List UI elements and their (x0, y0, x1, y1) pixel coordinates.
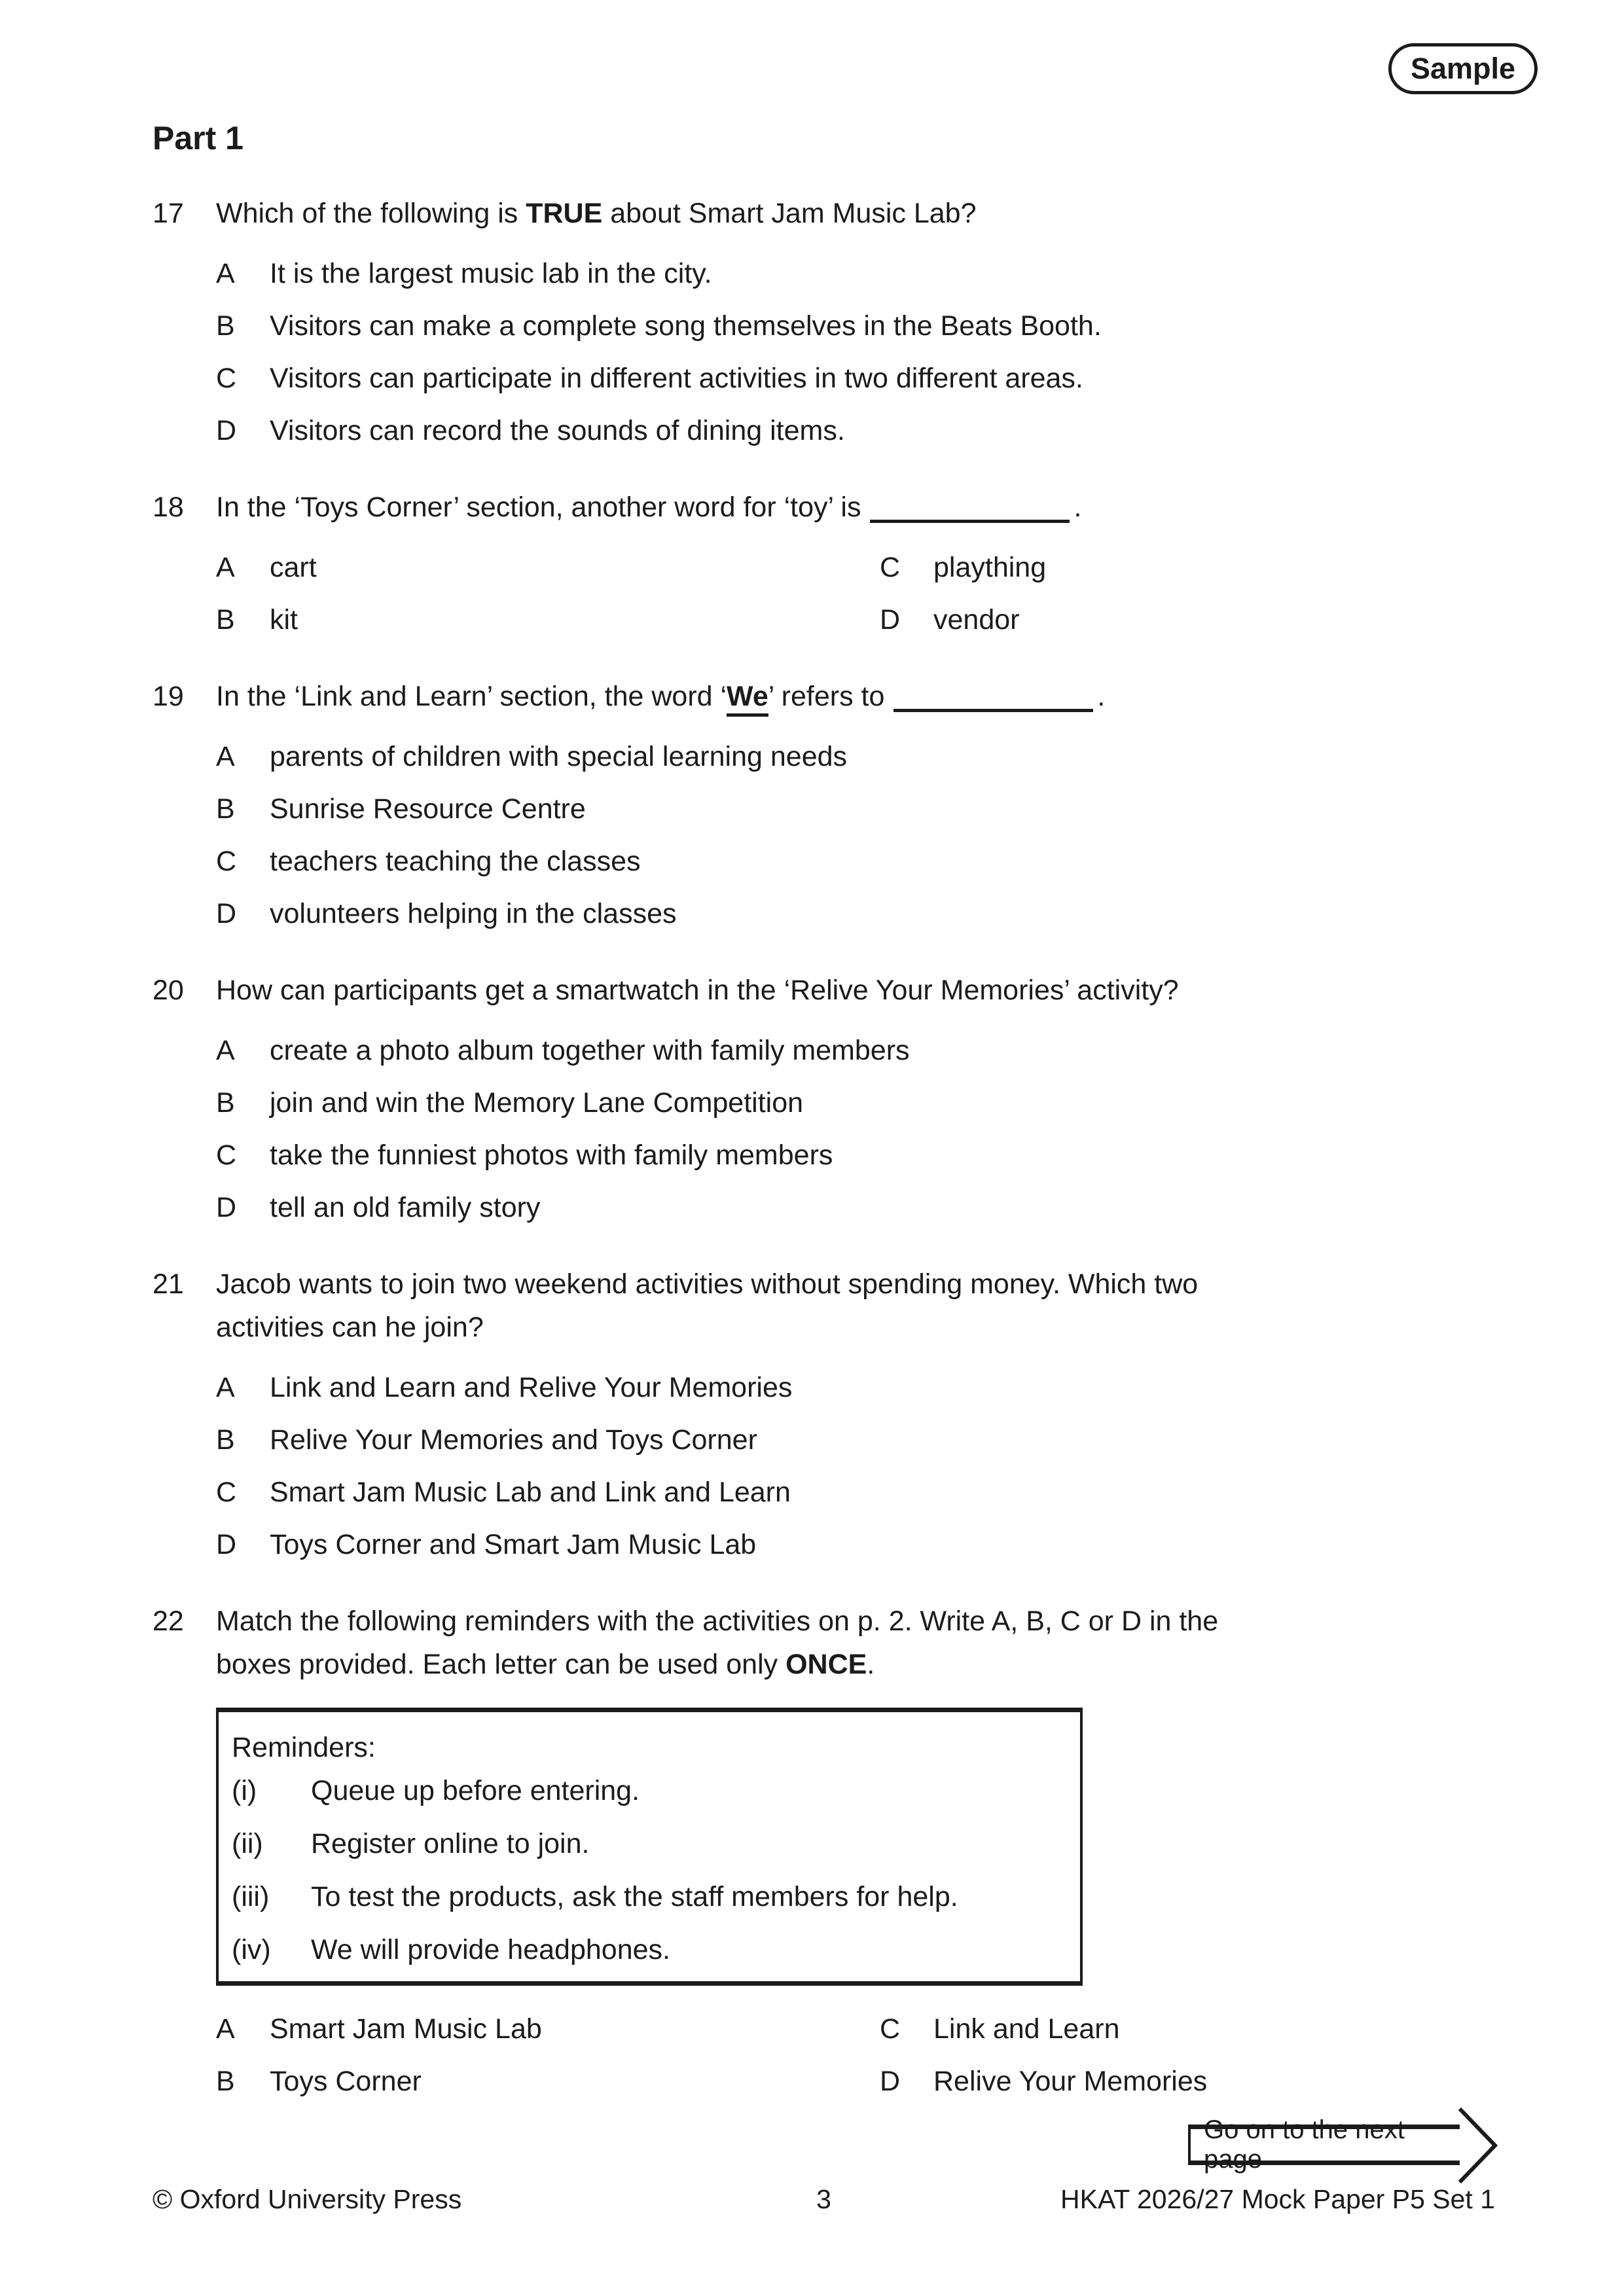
sample-badge (1388, 43, 1538, 94)
option-row (216, 550, 880, 584)
prompt-bold: ONCE (785, 1649, 867, 1680)
option-text: join and win the Memory Lane Competition (270, 1087, 804, 1119)
option-row (216, 603, 880, 637)
reminder-text: We will provide headphones. (311, 1934, 670, 1965)
option-row (216, 2064, 880, 2098)
answer-blank (870, 493, 1070, 523)
prompt-text: . (1074, 492, 1082, 523)
question-19 (153, 675, 1495, 931)
question-20 (153, 969, 1495, 1225)
prompt-line: Match the following reminders with the activities on p. 2. Write A, B, C or D in the (216, 1605, 1219, 1637)
options-grid (216, 2012, 1495, 2098)
option-letter: A (216, 258, 235, 289)
reminders-box (216, 1708, 1083, 1986)
option-row (880, 2012, 1495, 2046)
options-list (216, 1371, 1495, 1562)
option-row (216, 1475, 1495, 1509)
option-row (216, 897, 1495, 931)
question-body (216, 486, 1495, 637)
option-row (216, 844, 1495, 878)
option-text: It is the largest music lab in the city. (270, 258, 712, 289)
prompt-text: . (867, 1649, 875, 1680)
question-number: 18 (153, 492, 184, 523)
reminder-label: (iii) (232, 1881, 270, 1912)
question-body (216, 1600, 1495, 2098)
reminder-row (232, 1827, 1064, 1861)
option-text: Smart Jam Music Lab and Link and Learn (270, 1477, 791, 1508)
option-row (216, 2012, 880, 2046)
option-row (216, 1138, 1495, 1172)
question-number: 19 (153, 681, 184, 712)
option-letter: A (216, 552, 235, 583)
option-letter: D (216, 1192, 237, 1223)
option-letter: B (216, 2066, 235, 2097)
reminder-text: Register online to join. (311, 1828, 590, 1859)
option-letter: C (880, 552, 901, 583)
option-letter: B (216, 1424, 235, 1456)
option-row (216, 361, 1495, 395)
option-text: plaything (933, 552, 1047, 583)
option-letter: B (216, 604, 235, 636)
part-title: Part 1 (153, 120, 244, 156)
option-row (216, 1528, 1495, 1562)
prompt-text: boxes provided. Each letter can be used only (216, 1649, 786, 1680)
footer-paper-title: HKAT 2026/27 Mock Paper P5 Set 1 (1060, 2184, 1495, 2214)
prompt-line: activities can he join? (216, 1312, 484, 1343)
option-text: Visitors can participate in different activities in two different areas. (270, 363, 1083, 394)
prompt-text: In the ‘Link and Learn’ section, the word ‘ (216, 681, 727, 712)
options-list (216, 257, 1495, 448)
question-prompt: How can participants get a smartwatch in the ‘Relive Your Memories’ activity? (216, 975, 1179, 1006)
prompt-line: Jacob wants to join two weekend activities without spending money. Which two (216, 1268, 1199, 1300)
options-grid (216, 550, 1495, 637)
option-text: create a photo album together with family members (270, 1035, 910, 1066)
option-letter: B (216, 310, 235, 342)
option-text: teachers teaching the classes (270, 846, 641, 877)
option-text: Link and Learn and Relive Your Memories (270, 1372, 793, 1403)
footer-page-number: 3 (816, 2184, 831, 2214)
option-row (216, 1371, 1495, 1405)
option-letter: B (216, 1087, 235, 1119)
prompt-text: . (1097, 681, 1106, 712)
question-prompt (216, 675, 1495, 718)
prompt-text: ’ refers to (768, 681, 885, 712)
option-text: tell an old family story (270, 1192, 541, 1223)
question-number: 20 (153, 975, 184, 1006)
question-21 (153, 1263, 1495, 1562)
question-number: 22 (153, 1605, 184, 1637)
option-text: parents of children with special learning needs (270, 741, 848, 772)
next-page-callout (1188, 2115, 1461, 2174)
option-letter: C (216, 1477, 237, 1508)
option-row (216, 1033, 1495, 1067)
question-prompt (216, 486, 1495, 529)
option-letter: D (880, 2066, 901, 2097)
reminder-text: Queue up before entering. (311, 1775, 640, 1806)
question-18 (153, 486, 1495, 637)
option-letter: A (216, 1035, 235, 1066)
options-list (216, 1033, 1495, 1225)
next-page-label: Go on to the next page (1204, 2115, 1405, 2174)
option-letter: C (880, 2013, 901, 2045)
option-row (216, 792, 1495, 826)
option-text: Smart Jam Music Lab (270, 2013, 542, 2045)
question-body (216, 675, 1495, 931)
option-letter: D (216, 898, 237, 929)
reminder-text: To test the products, ask the staff members for help. (311, 1881, 958, 1912)
option-text: kit (270, 604, 298, 636)
question-22 (153, 1600, 1495, 2098)
option-letter: A (216, 2013, 235, 2045)
question-prompt (216, 1600, 1495, 1686)
question-number: 17 (153, 198, 184, 229)
option-text: Visitors can record the sounds of dining items. (270, 415, 845, 446)
question-body (216, 969, 1495, 1225)
reminder-row (232, 1933, 1064, 1967)
reminder-row (232, 1880, 1064, 1914)
footer-publisher: © Oxford University Press (153, 2184, 462, 2214)
reminder-label: (i) (232, 1775, 257, 1806)
option-letter: A (216, 741, 235, 772)
question-17 (153, 192, 1495, 448)
prompt-ref-word: We (727, 681, 768, 717)
question-number: 21 (153, 1268, 184, 1300)
option-row (216, 1191, 1495, 1225)
reminders-title: Reminders: (232, 1732, 376, 1763)
page-footer (153, 2183, 1495, 2215)
next-page-arrow-icon (1458, 2106, 1504, 2185)
answer-blank (893, 683, 1093, 712)
reminder-row (232, 1774, 1064, 1808)
option-letter: C (216, 1139, 237, 1171)
option-letter: C (216, 363, 237, 394)
option-text: Toys Corner and Smart Jam Music Lab (270, 1529, 757, 1560)
page-content (153, 120, 1495, 2136)
prompt-text: about Smart Jam Music Lab? (602, 198, 977, 229)
option-row (880, 2064, 1495, 2098)
option-text: Toys Corner (270, 2066, 422, 2097)
option-letter: B (216, 793, 235, 825)
option-row (880, 603, 1495, 637)
option-row (216, 1086, 1495, 1120)
option-letter: D (216, 415, 237, 446)
option-row (216, 257, 1495, 291)
option-row (216, 1423, 1495, 1457)
option-text: Relive Your Memories and Toys Corner (270, 1424, 757, 1456)
prompt-line (216, 1643, 1495, 1686)
option-letter: D (880, 604, 901, 636)
options-list (216, 740, 1495, 931)
prompt-text: In the ‘Toys Corner’ section, another word for ‘toy’ is (216, 492, 861, 523)
option-text: Relive Your Memories (933, 2066, 1208, 2097)
prompt-text: Which of the following is (216, 198, 526, 229)
option-text: vendor (933, 604, 1020, 636)
question-prompt (216, 1263, 1495, 1349)
reminder-label: (ii) (232, 1828, 263, 1859)
option-row (216, 414, 1495, 448)
option-text: Sunrise Resource Centre (270, 793, 586, 825)
option-text: take the funniest photos with family members (270, 1139, 833, 1171)
option-text: Visitors can make a complete song themselves in the Beats Booth. (270, 310, 1102, 342)
option-letter: A (216, 1372, 235, 1403)
option-row (216, 309, 1495, 343)
question-prompt (216, 192, 1495, 235)
option-letter: D (216, 1529, 237, 1560)
option-text: Link and Learn (933, 2013, 1120, 2045)
option-text: volunteers helping in the classes (270, 898, 677, 929)
question-body (216, 192, 1495, 448)
option-letter: C (216, 846, 237, 877)
option-row (880, 550, 1495, 584)
sample-badge-label: Sample (1410, 52, 1516, 85)
reminder-label: (iv) (232, 1934, 271, 1965)
question-body (216, 1263, 1495, 1562)
prompt-bold: TRUE (526, 198, 603, 229)
option-row (216, 740, 1495, 774)
option-text: cart (270, 552, 317, 583)
